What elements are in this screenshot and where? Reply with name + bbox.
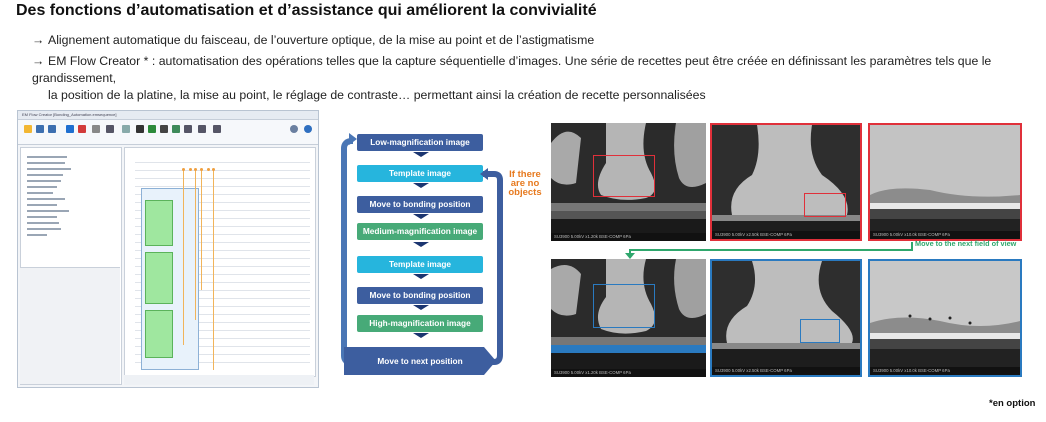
sem-image-low-mag-2 bbox=[551, 259, 706, 377]
flow-step-low-mag: Low-magnification image bbox=[357, 134, 483, 151]
tool-icon-7[interactable] bbox=[213, 125, 221, 133]
info-icon[interactable] bbox=[304, 125, 312, 133]
sem-caption: SU3900 5.00kV x10.0k BSE-COMP 6Pa bbox=[870, 367, 1020, 375]
play-icon[interactable] bbox=[66, 125, 74, 133]
flow-step-medium-mag: Medium-magnification image bbox=[357, 223, 483, 240]
flow-step-template-2: Template image bbox=[357, 256, 483, 273]
tool-icon-1[interactable] bbox=[136, 125, 144, 133]
status-bar bbox=[124, 375, 314, 385]
variable-icon[interactable] bbox=[106, 125, 114, 133]
tool-icon-4[interactable] bbox=[172, 125, 180, 133]
tool-icon-3[interactable] bbox=[160, 125, 168, 133]
arrow-down-icon bbox=[413, 214, 429, 219]
bullet-auto-alignment bbox=[32, 32, 1037, 49]
save-as-icon[interactable] bbox=[48, 125, 56, 133]
flow-step-move-next: Move to next position bbox=[377, 356, 463, 366]
arrow-down-icon bbox=[413, 242, 429, 247]
arrow-down-icon bbox=[413, 183, 429, 188]
property-panel bbox=[20, 267, 120, 384]
sem-image-high-mag-1 bbox=[868, 123, 1022, 241]
bullet-text-line1: EM Flow Creator * : automatisation des opérations telles que la capture séquentielle d’images. Une série de recettes peut être créée en définissant les paramètres tels que le grandissement, bbox=[32, 54, 992, 85]
sem-caption: SU3900 5.00kV x1.20k BSE-COMP 6Pa bbox=[551, 369, 706, 377]
arrow-down-icon bbox=[413, 305, 429, 310]
flow-node-medium-mag[interactable] bbox=[145, 252, 173, 304]
loop-arrow-head bbox=[349, 133, 357, 145]
arrow-icon: → bbox=[32, 54, 45, 68]
arrow-icon: → bbox=[32, 33, 45, 47]
sem-image-medium-mag-1 bbox=[710, 123, 862, 241]
flow-step-move-bonding-2: Move to bonding position bbox=[357, 287, 483, 304]
flow-step-high-mag: High-magnification image bbox=[357, 315, 483, 332]
bullet-text: Alignement automatique du faisceau, de l’ouverture optique, de la mise au point et de l’astigmatisme bbox=[48, 33, 595, 47]
tool-icon-2[interactable] bbox=[148, 125, 156, 133]
sem-caption: SU3900 5.00kV x10.0k BSE-COMP 6Pa bbox=[870, 231, 1020, 239]
settings-gear-icon[interactable] bbox=[290, 125, 298, 133]
flow-editor-canvas bbox=[124, 147, 316, 377]
sem-caption: SU3900 5.00kV x2.50k BSE-COMP 6Pa bbox=[712, 367, 860, 375]
arrow-down-icon bbox=[413, 333, 429, 338]
zoom-frame-blue bbox=[800, 319, 840, 343]
flow-node-low-mag[interactable] bbox=[145, 200, 173, 246]
sem-caption: SU3900 5.00kV x1.20k BSE-COMP 6Pa bbox=[551, 233, 706, 241]
sem-image-medium-mag-2 bbox=[710, 259, 862, 377]
arrow-down-icon bbox=[413, 152, 429, 157]
flow-step-template-1: Template image bbox=[357, 165, 483, 182]
stop-icon[interactable] bbox=[78, 125, 86, 133]
em-flow-creator-screenshot bbox=[17, 110, 319, 388]
zoom-frame-red bbox=[593, 155, 655, 197]
move-next-field-label: Move to the next field of view bbox=[915, 239, 1017, 248]
tool-icon-5[interactable] bbox=[184, 125, 192, 133]
bullet-text-line2: la position de la platine, la mise au point, le réglage de contraste… permettant ainsi la création de recette personnalisées bbox=[48, 88, 706, 102]
next-field-arrow bbox=[622, 240, 922, 260]
window-title: EM Flow Creator [Bonding_Automation.emsequence] bbox=[18, 111, 318, 120]
page-heading: Des fonctions d’automatisation et d’assistance qui améliorent la convivialité bbox=[16, 2, 597, 19]
sem-image-low-mag-1 bbox=[551, 123, 706, 241]
flow-node-high-mag[interactable] bbox=[145, 310, 173, 358]
zoom-frame-red bbox=[804, 193, 846, 217]
loop-arrow bbox=[341, 138, 353, 366]
tool-icon-6[interactable] bbox=[198, 125, 206, 133]
bullet-em-flow-creator bbox=[32, 53, 1037, 104]
save-icon[interactable] bbox=[36, 125, 44, 133]
sem-caption: SU3900 5.00kV x2.50k BSE-COMP 6Pa bbox=[712, 231, 860, 239]
open-icon[interactable] bbox=[24, 125, 32, 133]
sem-image-high-mag-2 bbox=[868, 259, 1022, 377]
zoom-frame-blue bbox=[593, 284, 655, 328]
no-objects-condition: If there are no objects bbox=[508, 169, 542, 198]
flow-step-move-bonding-1: Move to bonding position bbox=[357, 196, 483, 213]
log-icon[interactable] bbox=[92, 125, 100, 133]
app-toolbar bbox=[18, 120, 318, 145]
footnote-optional: *en option bbox=[989, 398, 1036, 409]
arrow-down-icon bbox=[413, 274, 429, 279]
macro-icon[interactable] bbox=[122, 125, 130, 133]
